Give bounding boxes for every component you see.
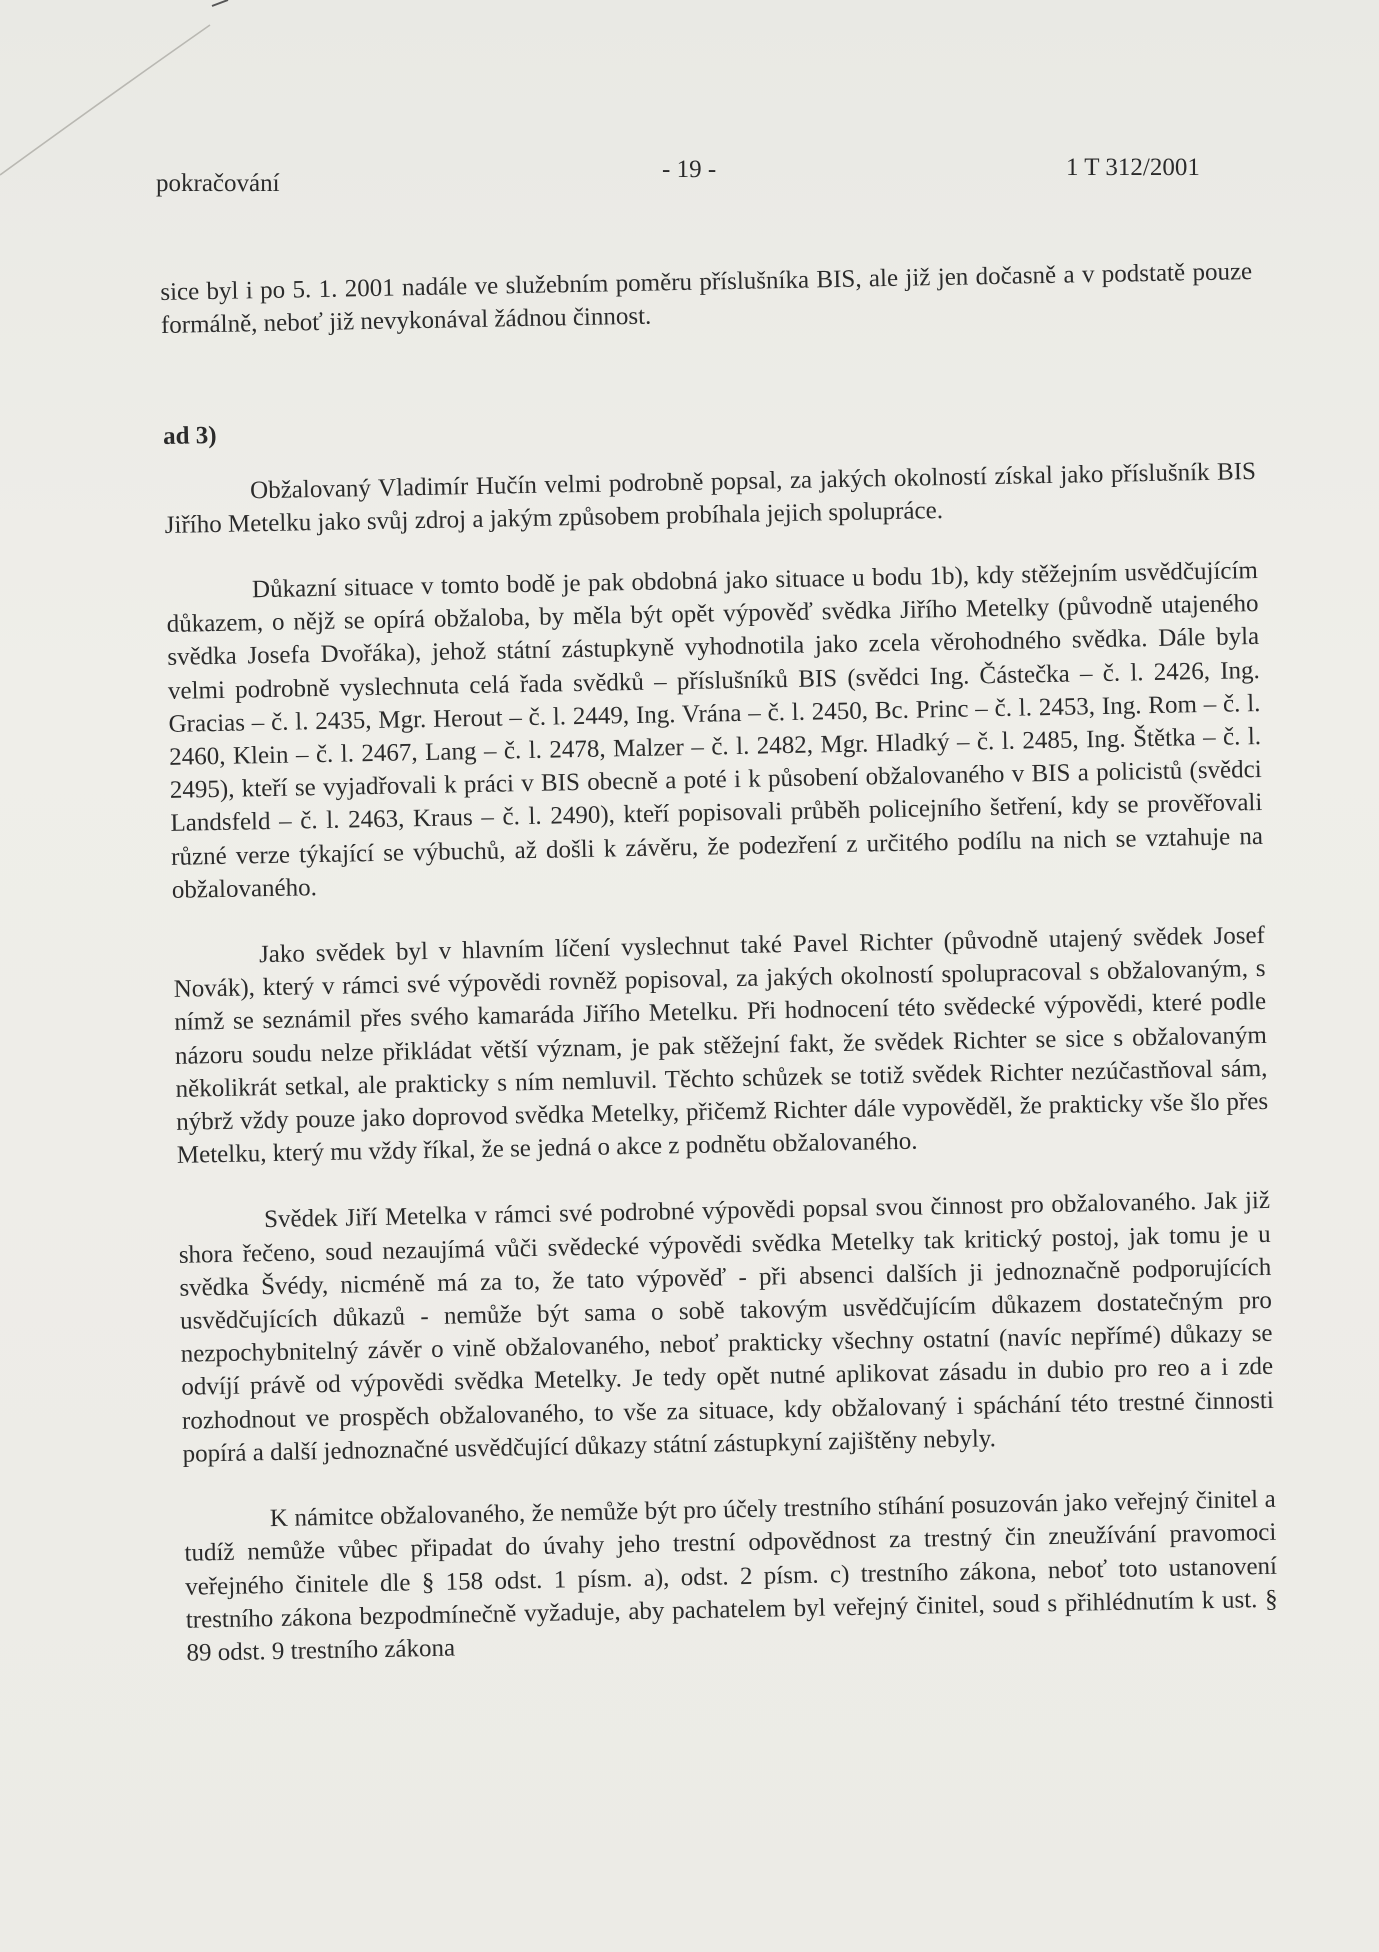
paragraph-objection: K námitce obžalovaného, že nemůže být pro účely trestního stíhání posuzován jako veřejný činitel a tudíž nemůže vůbec připadat do úvahy jeho trestní odpovědnost za trestný čin zneužívání pravomoci veřejného činitele dle § 158 odst. 1 písm. a), odst. 2 písm. c) trestního zákona, neboť toto ustanovení trestního zákona bezpodmínečně vyžaduje, aby pachatelem byl veřejný činitel, soud s přihlédnutím k ust. § 89 odst. 9 trestního zákona [184,1485,1278,1667]
paragraph-defendant-account: Obžalovaný Vladimír Hučín velmi podrobně popsal, za jakých okolností získal jako příslušník BIS Jiřího Metelku jako svůj zdroj a jakým způsobem probíhala jejich spolupráce. [164,457,1257,539]
page-header [150,154,1220,200]
case-number: 1 T 312/2001 [1066,154,1200,181]
page-number: - 19 - [662,156,717,183]
paragraph-witness-richter: Jako svědek byl v hlavním líčení vyslechnut také Pavel Richter (původně utajený svědek Josef Novák), který v rámci své výpovědi rovněž popisoval, za jakých okolností spolupracoval s obžalovaným, s nímž se seznámil přes svého kamaráda Jiřího Metelku. Při hodnocení této svědecké výpovědi, které podle názoru soudu nelze přikládat větší význam, je pak stěžejní fakt, že svědek Richter se sice s obžalovaným několikrát setkal, ale prakticky s ním nemluvil. Těchto schůzek se totiž svědek Richter nezúčastňoval sám, nýbrž vždy pouze jako doprovod svědka Metelky, přičemž Richter dále vypověděl, že prakticky vše šlo přes Metelku, který mu vždy říkal, že se jedná o akce z podnětu obžalovaného. [173,921,1269,1170]
document-body [160,255,1279,1670]
paragraph-witness-metelka: Svědek Jiří Metelka v rámci své podrobné výpovědi popsal svou činnost pro obžalovaného. Jak již shora řečeno, soud nezaujímá vůči svědecké výpovědi svědka Metelky tak kritický postoj, jak tomu je u svědka Švédy, nicméně má za to, že tato výpověď - při absenci dalších ji jednoznačně podporujících usvědčujících důkazů - nemůže být sama o sobě takovým usvědčujícím důkazem dostatečným pro nezpochybnitelný závěr o vině obžalovaného, neboť prakticky všechny ostatní (navíc nepřímé) důkazy se odvíjí právě od výpovědi svědka Metelky. Je tedy opět nutné aplikovat zásadu in dubio pro reo a i zde rozhodnout ve prospěch obžalovaného, to vše za situace, kdy obžalovaný i spáchání této trestné činnosti popírá a další jednoznačné usvědčující důkazy státní zástupkyní zajištěny nebyly. [178,1187,1275,1468]
intro-paragraph: sice byl i po 5. 1. 2001 nadále ve služebním poměru příslušníka BIS, ale již jen dočasně a v podstatě pouze formálně, neboť již nevykonával žádnou činnost. [160,258,1253,340]
section-heading: ad 3) [162,422,217,451]
header-continuation-label: pokračování [156,170,280,197]
paragraph-evidence-situation: Důkazní situace v tomto bodě je pak obdobná jako situace u bodu 1b), kdy stěžejním usvědčujícím důkazem, o nějž se opírá obžaloba, by měla být opět výpověď svědka Jiřího Metelky (původně utajeného svědka Josefa Dvořáka), jehož státní zástupkyně vyhodnotila jako zcela věrohodného svědka. Dále byla velmi podrobně vyslechnuta celá řada svědků – příslušníků BIS (svědci Ing. Částečka – č. l. 2426, Ing. Gracias – č. l. 2435, Mgr. Herout – č. l. 2449, Ing. Vrána – č. l. 2450, Bc. Princ – č. l. 2453, Ing. Rom – č. l. 2460, Klein – č. l. 2467, Lang – č. l. 2478, Malzer – č. l. 2482, Mgr. Hladký – č. l. 2485, Ing. Štětka – č. l. 2495), kteří se vyjadřovali k práci v BIS obecně a poté i k působení obžalovaného v BIS a policistů (svědci Landsfeld – č. l. 2463, Kraus – č. l. 2490), kteří popisovali průběh policejního šetření, kdy se prověřovali různé verze týkající se výbuchů, až došli k závěru, že podezření z určitého podílu na nich se vztahuje na obžalovaného. [166,556,1264,904]
